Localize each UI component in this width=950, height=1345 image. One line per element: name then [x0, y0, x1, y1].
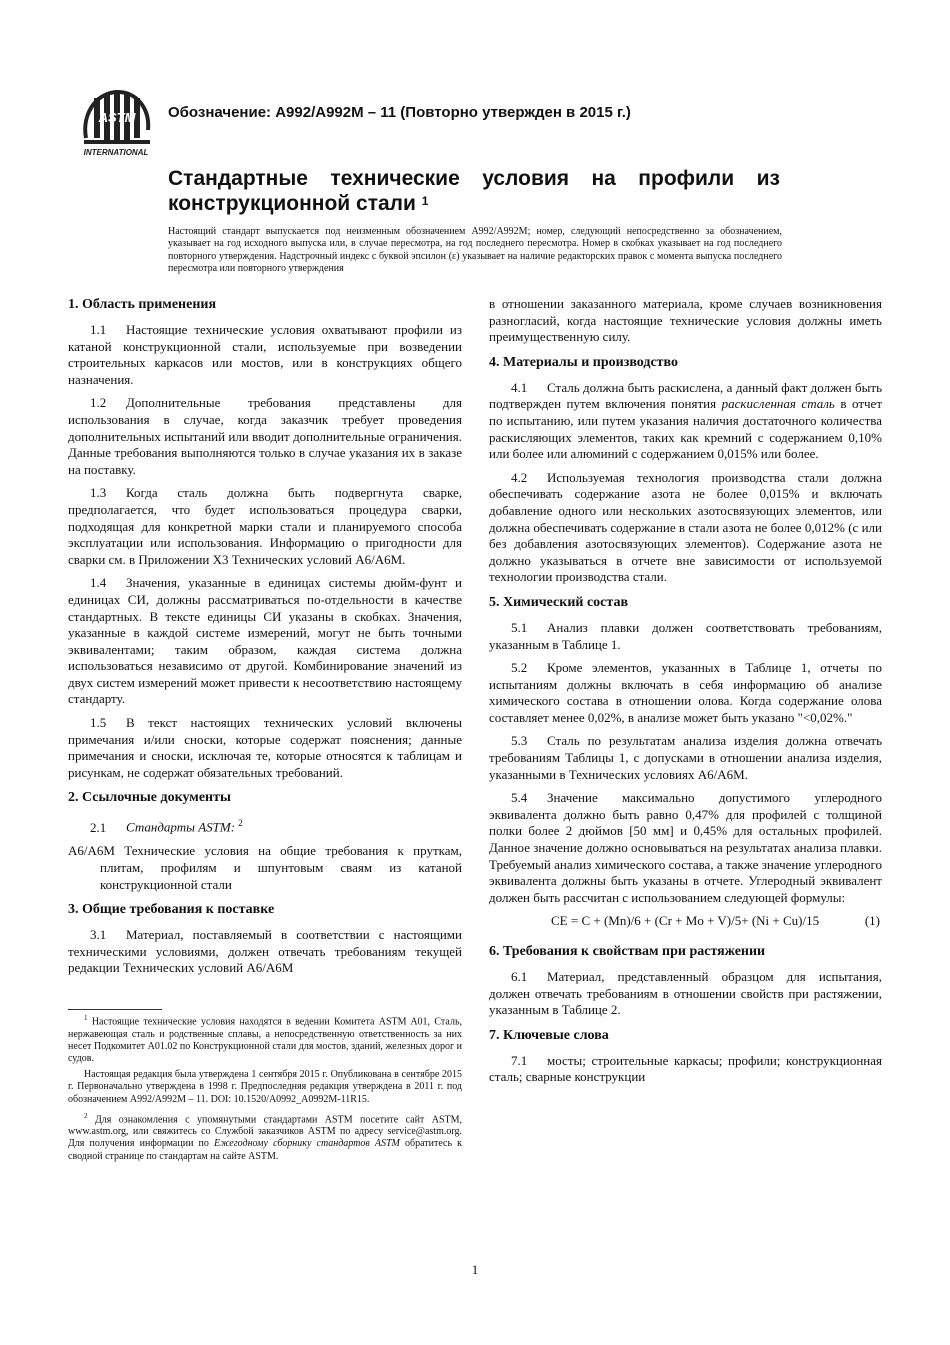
logo-subtitle: INTERNATIONAL: [83, 148, 149, 157]
paragraph-1-3: [68, 485, 462, 568]
paragraph-5-2: [489, 660, 882, 726]
page-number: 1: [471, 1262, 479, 1277]
paragraph-text-b: в отчет по испытанию, или путем указания наличия достаточного количества раскисляющих элементов, таких как кремний с содержанием 0,10% или более или алюминий с содержанием 0,015% или более.: [489, 396, 883, 462]
paragraph-term: раскисленная сталь: [721, 396, 835, 412]
right-column: [489, 296, 882, 1093]
section-3-heading: 3. Общие требования к поставке: [68, 902, 275, 918]
paragraph-number: 7.1: [511, 1052, 528, 1068]
astm-standards-label: Стандарты ASTM:: [126, 819, 236, 835]
left-column: [68, 296, 462, 984]
paragraph-1-5: [68, 715, 462, 781]
footnote-1-revision: Настоящая редакция была утверждена 1 сентября 2015 г. Опубликована в сентябре 2015 г. Первоначально утверждена в 1998 г. Предпоследняя редакция утверждена в 2011 г. под обозначением A992/A992M – 11. DOI: 10.1520/A0992_A0992M-11R15.: [68, 1069, 462, 1105]
title-footnote-mark: 1: [421, 194, 429, 208]
paragraph-6-1: [489, 969, 882, 1019]
paragraph-number: 1.4: [90, 575, 107, 591]
footnote-1-mark: 1: [84, 1014, 88, 1022]
footnote-2-text-a: Для ознакомления с упомянутыми стандартами ASTM посетите сайт ASTM, www.astm.org, или свяжитесь со Службой заказчиков ASTM по адресу service@astm.org. Для получения информации по: [68, 1114, 463, 1150]
paragraph-2-1: [68, 815, 462, 836]
footnote-1-text: Настоящие технические условия находятся в ведении Комитета ASTM A01, Сталь, нержавеющая сталь и родственные сплавы, а непосредственную ответственность за них несет Подкомитет A01.02 по Конструкционной стали для мостов, зданий, железных дорог и судов.: [68, 1016, 463, 1064]
formula-expression: CE = C + (Mn)/6 + (Cr + Mo + V)/5+ (Ni + Cu)/15: [551, 913, 820, 929]
paragraph-1-2: [68, 395, 462, 478]
footnote-2: [68, 1110, 462, 1163]
section-2-heading: 2. Ссылочные документы: [68, 790, 231, 806]
paragraph-number: 4.1: [511, 379, 528, 395]
footnote-rule: [68, 1009, 162, 1010]
paragraph-number: 2.1: [90, 819, 107, 835]
section-4-heading: 4. Материалы и производство: [489, 354, 679, 370]
footnote-2-italic: Ежегодному сборнику стандартов ASTM: [214, 1138, 400, 1150]
paragraph-text: Материал, представленный образцом для испытания, должен отвечать требованиям в отношении свойств при растяжении, указанным в Таблице 2.: [489, 969, 882, 1018]
paragraph-number: 5.3: [511, 733, 528, 749]
paragraph-text-a: Сталь должна быть раскислена, а данный факт должен быть подтвержден путем включения понятия: [489, 379, 882, 412]
paragraph-number: 4.2: [511, 469, 528, 485]
paragraph-text: Значения, указанные в единицах системы дюйм-фунт и единицах СИ, должны рассматриваться по-отдельности в качестве стандартных. В тексте единицы СИ указаны в скобках. Значения, указанные в каждой системе измерений, могут не быть точными эквивалентами; таким образом, каждая система должна использоваться независимо от другой. Комбинирование значений из двух систем измерений может привести к несоответствию настоящему стандарту.: [68, 575, 462, 707]
paragraph-1-1: [68, 322, 462, 388]
paragraph-number: 5.4: [511, 790, 528, 806]
paragraph-text: Когда сталь должна быть подвергнута сварке, предполагается, что будет использоваться процедура сварки, подходящая для конкретной марки стали и планируемого способа эксплуатации или использования. Информацию о пригодности для сварки см. в Приложении X3 Технических условий A6/A6M.: [68, 485, 462, 567]
reference-a6: A6/A6M Технические условия на общие требования к пруткам, плитам, профилям и шпунтовым сваям из катаной конструкционной стали: [68, 843, 462, 892]
paragraph-text: Анализ плавки должен соответствовать требованиям, указанным в Таблице 1.: [489, 619, 882, 652]
astm-logo: [74, 86, 158, 158]
paragraph-number: 3.1: [90, 927, 107, 943]
document-designation: Обозначение: A992/A992M – 11 (Повторно утвержден в 2015 г.): [168, 104, 631, 121]
carbon-equivalent-formula: [489, 913, 882, 930]
paragraph-text: Сталь по результатам анализа изделия должна отвечать требованиям Таблицы 1, с допусками в отношении анализа изделия, указанными в Технических условиях A6/A6M.: [489, 733, 882, 782]
paragraph-text: Кроме элементов, указанных в Таблице 1, отчеты по испытаниям должны включать в себя информацию об анализе химического состава в отношении олова. Когда содержание олова составляет менее 0,02%, в анализе может быть указано "<0,02%.": [489, 660, 882, 725]
issuance-note: Настоящий стандарт выпускается под неизменным обозначением A992/A992M; номер, следующий непосредственно за обозначением, указывает на год исходного выпуска или, в случае пересмотра, на год последнего пересмотра. Номер в скобках указывает на год последнего повторного утверждения. Надстрочный индекс с буквой эпсилон (ε) указывает на наличие редакторских правок с момента выпуска последнего пересмотра или повторного утверждения: [168, 226, 782, 274]
paragraph-number: 1.5: [90, 715, 107, 731]
paragraph-number: 1.3: [90, 485, 107, 501]
paragraph-7-1: [489, 1053, 882, 1086]
section-7-heading: 7. Ключевые слова: [489, 1027, 609, 1043]
section-6-heading: 6. Требования к свойствам при растяжении: [489, 944, 766, 959]
section-1-heading: 1. Область применения: [68, 297, 217, 312]
paragraph-text: В текст настоящих технических условий включены примечания и/или сноски, которые содержат пояснения; данные примечания и сноски, исключая те, которые относятся к таблицам и рисункам, не содержат обязательных требований.: [68, 715, 462, 780]
paragraph-text: Материал, поставляемый в соответствии с настоящими техническими условиями, должен отвечать требованиям текущей редакции Технических условий A6/A6M: [68, 927, 462, 976]
document-title: [168, 166, 780, 216]
paragraph-text: Используемая технология производства стали должна обеспечивать содержание азота не более 0,015% и включать добавление одного или нескольких азотосвязующих элементов, или должна обеспечивать содержание в стали азота не более 0,012% (с или без добавления азотосвязующих элементов). Содержание азота не должно указываться в отчете вне зависимости от используемой технологии производства стали.: [489, 469, 882, 585]
paragraph-5-3: [489, 733, 882, 783]
paragraph-5-1: [489, 620, 882, 653]
footnote-1: [68, 1012, 462, 1065]
paragraph-4-2: [489, 470, 882, 586]
document-title-text: Стандартные технические условия на профили из конструкционной стали: [168, 167, 780, 215]
paragraph-4-1: [489, 380, 882, 463]
paragraph-text: Значение максимально допустимого углеродного эквивалента должно быть равно 0,47% для профилей с толщиной полки более 2 дюймов [50 мм] и 0,45% для остальных профилей. Данное значение должно основываться на результатах анализа плавки. Требуемый анализ химического состава, а также значение углеродного эквивалента должны быть указаны в отчете. Углеродный эквивалент должен быть рассчитан с использованием следующей формулы:: [489, 790, 882, 905]
paragraph-text: Дополнительные требования представлены для использования в случае, когда заказчик требует проведения дополнительных испытаний или вводит дополнительные ограничения. Данные требования выполняются только в случае указания их в заказе на поставку.: [68, 395, 462, 477]
paragraph-number: 1.2: [90, 395, 107, 411]
section-5-heading: 5. Химический состав: [489, 594, 629, 610]
footnotes: [68, 1012, 462, 1167]
paragraph-number: 5.1: [511, 619, 528, 635]
paragraph-5-4: [489, 790, 882, 906]
paragraph-1-4: [68, 575, 462, 708]
logo-brand: ASTM: [98, 110, 136, 125]
paragraph-text: Настоящие технические условия охватывают профили из катаной конструкционной стали, используемые при возведении строительных каркасов или мостов, или в конструкциях общего назначения.: [68, 322, 462, 387]
formula-number: (1): [864, 913, 880, 929]
footnote-2-text-b: обратитесь к сводной странице по стандартам на сайте ASTM.: [68, 1138, 463, 1162]
paragraph-number: 6.1: [511, 969, 528, 984]
paragraph-number: 5.2: [511, 660, 528, 676]
footnote-2-mark: 2: [84, 1111, 88, 1120]
paragraph-text: мосты; строительные каркасы; профили; конструкционная сталь; сварные конструкции: [489, 1052, 882, 1085]
paragraph-3-1: [68, 927, 462, 977]
paragraph-3-1-continued: в отношении заказанного материала, кроме случаев возникновения разногласий, когда настоящие технические условия должны иметь преимущественную силу.: [489, 296, 882, 345]
footnote-mark-2: 2: [238, 818, 243, 829]
paragraph-number: 1.1: [90, 322, 107, 337]
